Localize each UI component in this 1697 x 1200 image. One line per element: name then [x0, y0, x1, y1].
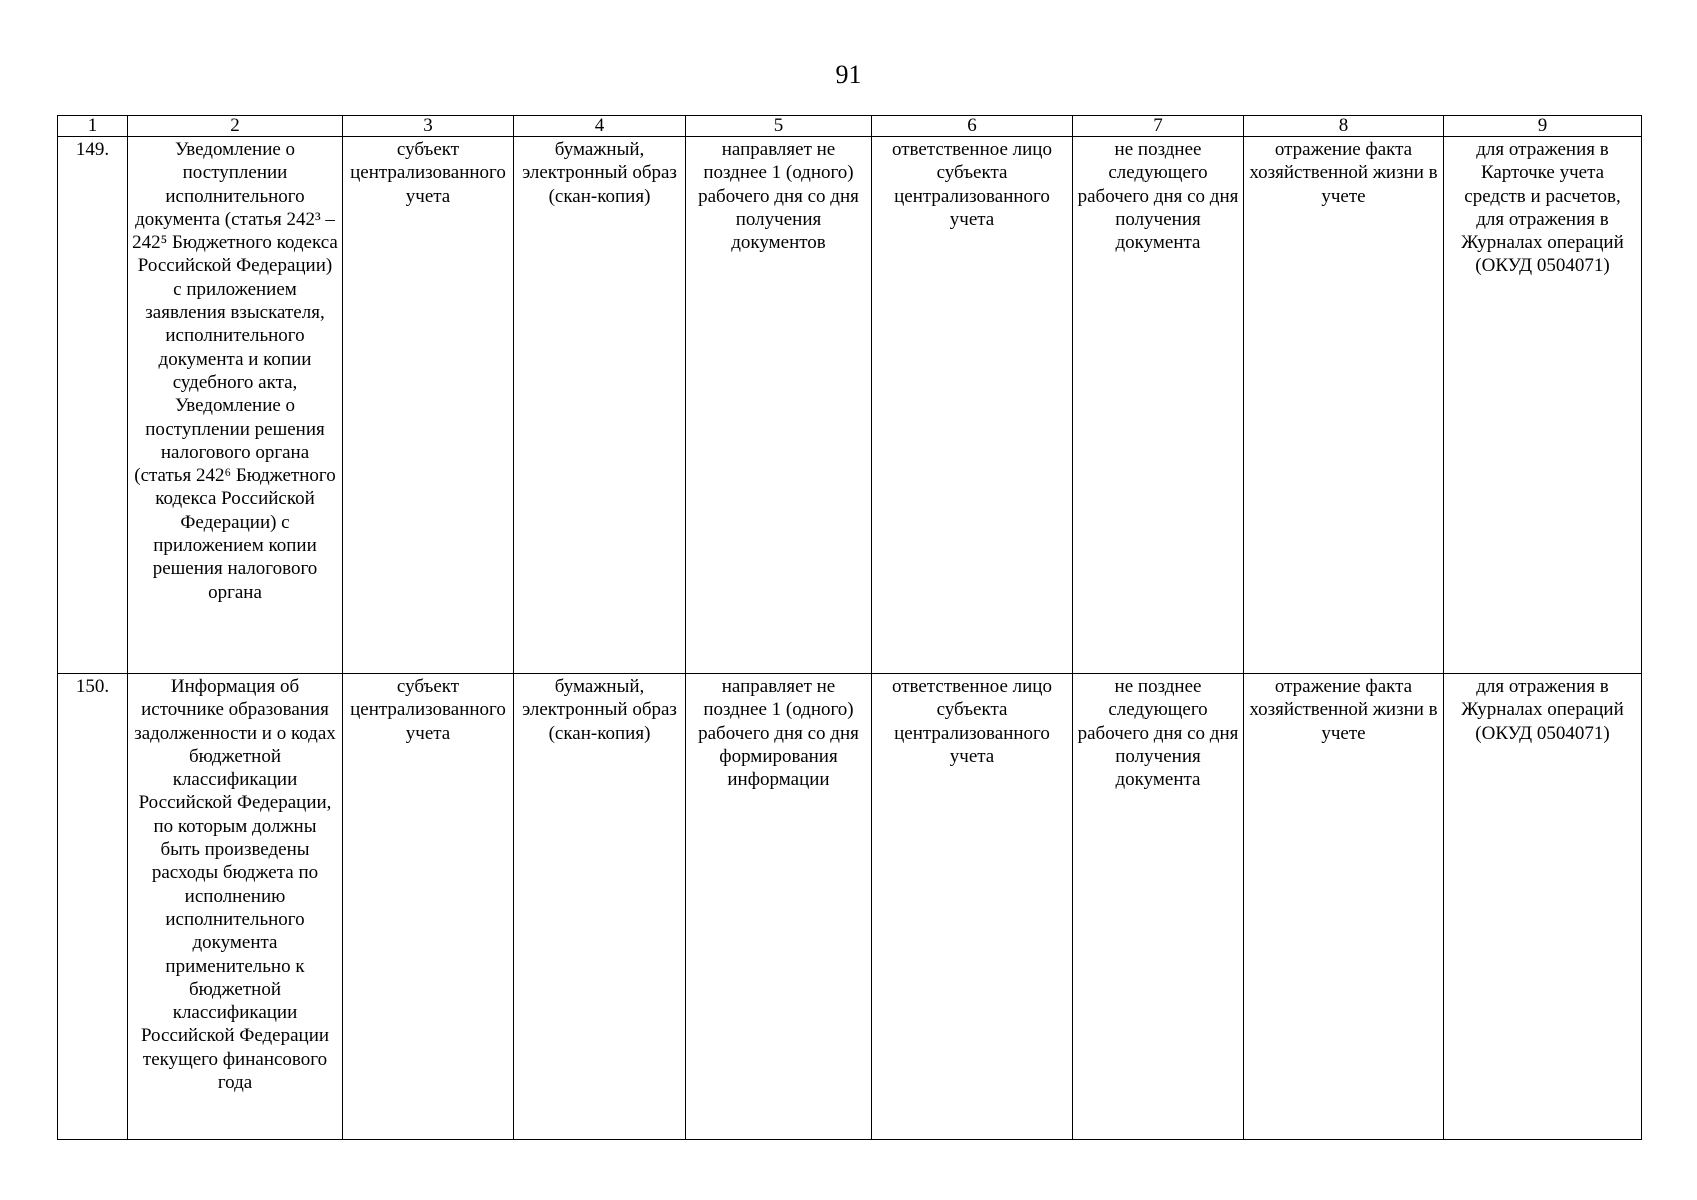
purpose-cell: для отражения в Журналах операций (ОКУД 0504071): [1444, 674, 1642, 1140]
row-number-cell: 149.: [58, 137, 128, 674]
creator-cell: субъект централизованного учета: [343, 674, 514, 1140]
column-number-6: 6: [872, 116, 1073, 137]
column-number-4: 4: [514, 116, 686, 137]
page-number: 91: [835, 60, 862, 89]
recipient-cell: ответственное лицо субъекта централизованного учета: [872, 137, 1073, 674]
format-cell: бумажный, электронный образ (скан-копия): [514, 674, 686, 1140]
creator-cell: субъект централизованного учета: [343, 137, 514, 674]
document-name-cell: Уведомление о поступлении исполнительного документа (статья 242³ – 242⁵ Бюджетного кодекса Российской Федерации) с приложением заявления взыскателя, исполнительного документа и копии судебного акта, Уведомление о поступлении решения налогового органа (статья 242⁶ Бюджетного кодекса Российской Федерации) с приложением копии решения налогового органа: [128, 137, 343, 674]
column-number-3: 3: [343, 116, 514, 137]
submission-term-cell: направляет не позднее 1 (одного) рабочего дня со дня формирования информации: [686, 674, 872, 1140]
purpose-cell: для отражения в Карточке учета средств и расчетов, для отражения в Журналах операций (ОКУД 0504071): [1444, 137, 1642, 674]
column-number-8: 8: [1244, 116, 1444, 137]
processing-term-cell: не позднее следующего рабочего дня со дня получения документа: [1073, 137, 1244, 674]
processing-term-cell: не позднее следующего рабочего дня со дня получения документа: [1073, 674, 1244, 1140]
document-name-cell: Информация об источнике образования задолженности и о кодах бюджетной классификации Российской Федерации, по которым должны быть произведены расходы бюджета по исполнению исполнительного документа применительно к бюджетной классификации Российской Федерации текущего финансового года: [128, 674, 343, 1140]
submission-term-cell: направляет не позднее 1 (одного) рабочего дня со дня получения документов: [686, 137, 872, 674]
column-number-5: 5: [686, 116, 872, 137]
recipient-cell: ответственное лицо субъекта централизованного учета: [872, 674, 1073, 1140]
table-row: [58, 674, 1642, 1140]
table-header-row: [58, 116, 1642, 137]
row-number-cell: 150.: [58, 674, 128, 1140]
action-cell: отражение факта хозяйственной жизни в учете: [1244, 674, 1444, 1140]
column-number-9: 9: [1444, 116, 1642, 137]
column-number-1: 1: [58, 116, 128, 137]
document-table: [57, 115, 1642, 1140]
format-cell: бумажный, электронный образ (скан-копия): [514, 137, 686, 674]
column-number-2: 2: [128, 116, 343, 137]
action-cell: отражение факта хозяйственной жизни в учете: [1244, 137, 1444, 674]
table-row: [58, 137, 1642, 674]
column-number-7: 7: [1073, 116, 1244, 137]
